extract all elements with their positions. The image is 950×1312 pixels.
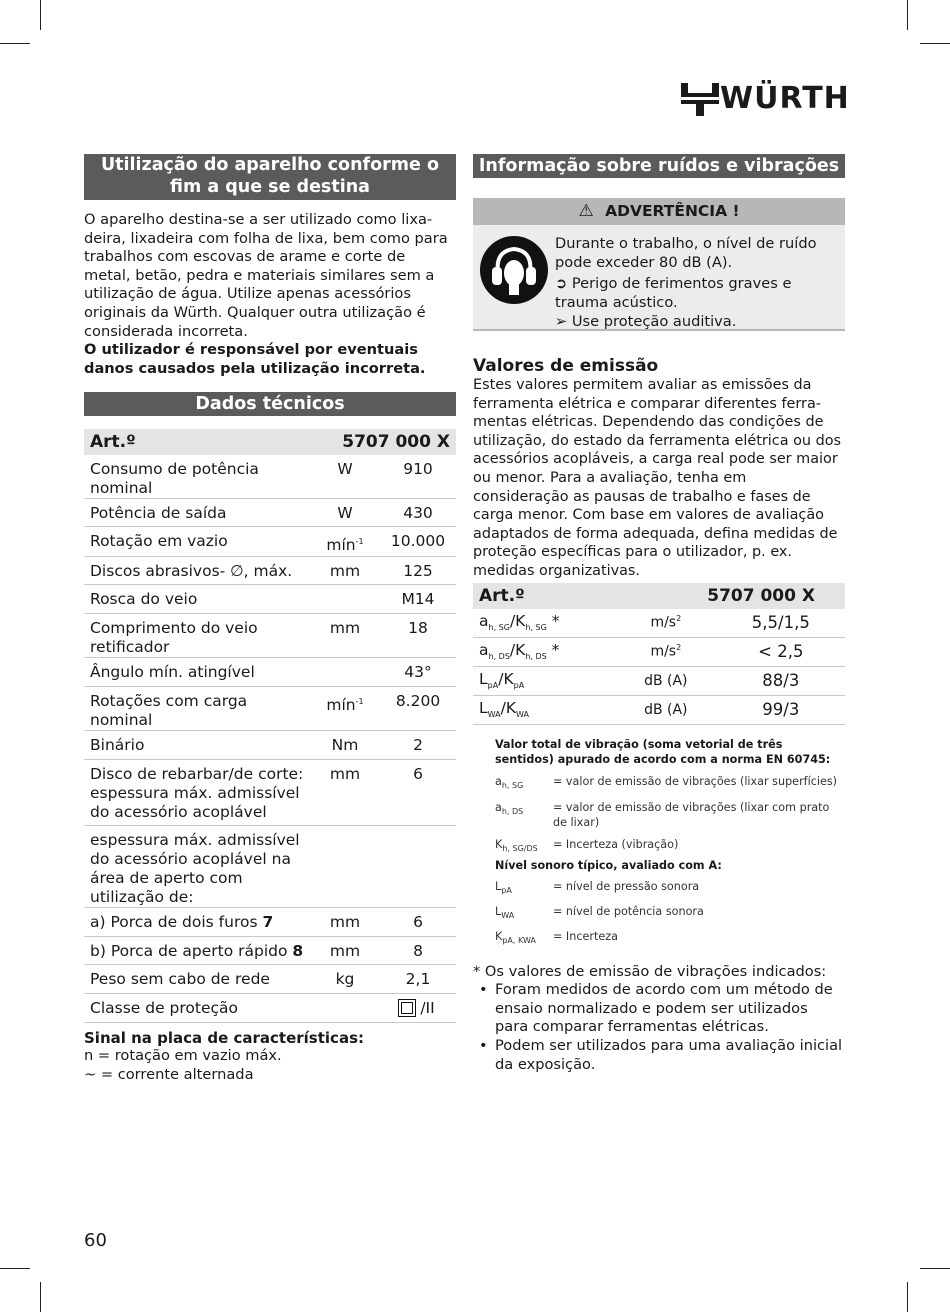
tech-unit: Nm (310, 730, 380, 759)
vib-title: Valor total de vibração (soma vetorial de três sentidos) apurado de acordo com a norma EN 60745: (495, 737, 831, 766)
tech-unit: mm (310, 759, 380, 825)
tech-value: 2,1 (380, 964, 456, 993)
list-item (473, 981, 845, 1037)
legend-desc: = valor de emissão de vibrações (lixar superfícies) (553, 774, 838, 788)
tech-unit: mm (310, 613, 380, 657)
tech-value: 8.200 (380, 686, 456, 730)
tech-label: Rotações com carga nominal (84, 686, 310, 730)
noise-title: Informação sobre ruídos e vibrações (473, 154, 845, 178)
warning-bullet (555, 312, 840, 331)
tech-label: Ângulo mín. atingível (84, 657, 310, 686)
right-column (473, 154, 845, 1074)
legend-row (495, 879, 845, 898)
tech-value: 18 (380, 613, 456, 657)
protection-class-icon (401, 1002, 413, 1014)
emission-table (473, 583, 845, 725)
table-header-row (84, 429, 456, 455)
crop-mark (40, 0, 41, 30)
emis-unit: dB (A) (615, 695, 717, 724)
tech-value: 8 (380, 936, 456, 964)
tech-unit (310, 993, 380, 1022)
legend-desc: = nível de pressão sonora (553, 880, 700, 893)
table-row (84, 455, 456, 499)
wurth-logo-icon (680, 80, 720, 118)
legend-desc: = valor de emissão de vibrações (lixar com prato de lixar) (553, 800, 830, 829)
warning-bullet-text: Perigo de ferimentos graves e trauma acústico. (555, 275, 792, 311)
emission-title: Valores de emissão (473, 356, 659, 376)
tech-value: 2 (380, 730, 456, 759)
tech-value: /II (380, 993, 456, 1022)
emis-value: 5,5/1,5 (717, 609, 845, 638)
tech-value: 910 (380, 455, 456, 499)
tech-value (380, 825, 456, 907)
footnote (473, 963, 845, 1075)
warning-label: ADVERTÊNCIA ! (605, 202, 740, 220)
legend-row (495, 904, 845, 923)
legend-symbol: $K_{h, SG/DS}$ (495, 837, 538, 853)
list-item-text: Foram medidos de acordo com um método de ensaio normalizado e podem ser utilizados para comparar ferramentas elétricas. (495, 981, 833, 1036)
table-header-row (473, 583, 845, 609)
emis-unit: dB (A) (615, 666, 717, 695)
warning-header (473, 198, 845, 225)
tech-unit: mín$^{-1}$ (310, 527, 380, 556)
table-row (84, 527, 456, 556)
usage-bold: O utilizador é responsável por eventuais danos causados pela utilização incorreta. (84, 341, 426, 377)
tech-header-label: Art.º (84, 429, 310, 455)
tech-value: 6 (380, 907, 456, 936)
tech-label: Discos abrasivos- ∅, máx. (84, 556, 310, 584)
emis-label: $L_{pA}/K_{pA}$ (473, 666, 615, 695)
crop-mark (920, 1268, 950, 1269)
legend-row (495, 929, 845, 948)
tech-label: Rotação em vazio (84, 527, 310, 556)
bullet-icon: • (479, 981, 488, 999)
warning-text: Durante o trabalho, o nível de ruído pode exceder 80 dB (A). (555, 235, 817, 271)
tech-label: Consumo de potência nominal (84, 455, 310, 499)
tech-label: Classe de proteção (84, 993, 310, 1022)
page-number: 60 (84, 1230, 107, 1251)
table-row (84, 556, 456, 584)
crop-mark (40, 1282, 41, 1312)
legend-row (495, 774, 845, 793)
table-row (473, 609, 845, 638)
table-row (84, 825, 456, 907)
tech-header-value: 5707 000 X (310, 429, 456, 455)
footnote-title: * Os valores de emissão de vibrações indicados: (473, 962, 827, 980)
table-row (473, 637, 845, 666)
tech-unit (310, 825, 380, 907)
noise-level-title: Nível sonoro típico, avaliado com A: (495, 859, 722, 872)
tech-label: Comprimento do veio retificador (84, 613, 310, 657)
legend-symbol: $a_{h, SG}$ (495, 774, 524, 790)
tech-value: 6 (380, 759, 456, 825)
emis-header-label: Art.º (473, 583, 615, 609)
tech-table (84, 429, 456, 1022)
usage-title: Utilização do aparelho conforme o fim a que se destina (84, 154, 456, 200)
emis-label: $a_{h, DS}/K_{h, DS}$ * (473, 637, 615, 666)
crop-mark (920, 43, 950, 44)
emis-value: 99/3 (717, 695, 845, 724)
tech-label: a) Porca de dois furos 7 (84, 907, 310, 936)
list-item (473, 1037, 845, 1074)
left-column (84, 154, 456, 1084)
sign-line: n = rotação em vazio máx. (84, 1047, 282, 1065)
tech-value: 10.000 (380, 527, 456, 556)
legend-row (495, 837, 845, 856)
legend-desc: = Incerteza (553, 930, 618, 944)
ear-protection-icon (479, 235, 549, 305)
tech-unit: W (310, 455, 380, 499)
tech-label: Peso sem cabo de rede (84, 964, 310, 993)
tech-unit: kg (310, 964, 380, 993)
emis-value: 88/3 (717, 666, 845, 695)
legend-symbol: $L_{WA}$ (495, 905, 515, 921)
crop-mark (0, 1268, 30, 1269)
emis-label: $L_{WA}/K_{WA}$ (473, 695, 615, 724)
tech-label: Binário (84, 730, 310, 759)
tech-label: b) Porca de aperto rápido 8 (84, 936, 310, 964)
legend-symbol: $a_{h, DS}$ (495, 800, 524, 816)
warning-bullet-text: Use proteção auditiva. (571, 313, 737, 330)
table-row (84, 730, 456, 759)
tech-value: 125 (380, 556, 456, 584)
tech-label: Potência de saída (84, 499, 310, 527)
table-row (473, 666, 845, 695)
arrowhead-icon: ➢ (555, 313, 568, 330)
tech-title: Dados técnicos (84, 392, 456, 416)
vibration-legend (473, 737, 845, 949)
crop-mark (907, 1282, 908, 1312)
table-row (84, 686, 456, 730)
table-row (84, 964, 456, 993)
tech-value: 430 (380, 499, 456, 527)
warning-bullet (555, 274, 840, 312)
emis-unit: $m/s^2$ (615, 637, 717, 666)
tech-value: 43° (380, 657, 456, 686)
warning-triangle-icon: ⚠ (578, 201, 594, 221)
tech-unit (310, 657, 380, 686)
tech-label: Rosca do veio (84, 584, 310, 613)
table-row (84, 993, 456, 1022)
sign-title: Sinal na placa de características: (84, 1028, 364, 1047)
list-item-text: Podem ser utilizados para uma avaliação inicial da exposição. (495, 1037, 843, 1073)
arrow-icon: ➲ (555, 275, 568, 292)
table-row (84, 584, 456, 613)
emission-text: Estes valores permitem avaliar as emissões da ferramenta elétrica e comparar diferentes ferra-mentas elétricas. Dependendo das condições de utilização, do estado da ferramenta elétrica ou dos acessórios acopláveis, a carga real pode ser maior ou menor. Para a avaliação, tenha em consideração as pausas de trabalho e fases de carga menor. Com base em valores de avaliação adaptados de forma adequada, defina medidas de proteção específicas para o utilizador, p. ex. medidas organizativas. (473, 377, 842, 579)
tech-unit: mm (310, 936, 380, 964)
tech-label: espessura máx. admissível do acessório acoplável na área de aperto com utilização de: (84, 825, 310, 907)
usage-text: O aparelho destina-se a ser utilizado como lixa-deira, lixadeira com folha de lixa, bem como para trabalhos com escovas de arame e corte de metal, betão, pedra e materiais similares sem a utilização de água. Utilize apenas acessórios originais da Würth. Qualquer outra utilização é considerada incorreta. (84, 211, 448, 340)
emis-label: $a_{h, SG}/K_{h, SG}$ * (473, 609, 615, 638)
table-row (84, 657, 456, 686)
table-row (473, 695, 845, 724)
table-row (84, 613, 456, 657)
tech-unit (310, 584, 380, 613)
legend-symbol: $L_{pA}$ (495, 880, 512, 896)
legend-desc: = Incerteza (vibração) (553, 837, 679, 851)
tech-unit: mm (310, 556, 380, 584)
legend-desc: = nível de potência sonora (553, 905, 704, 919)
tech-unit: mín$^{-1}$ (310, 686, 380, 730)
tech-unit: mm (310, 907, 380, 936)
crop-mark (0, 43, 30, 44)
table-row (84, 936, 456, 964)
table-row (84, 907, 456, 936)
tech-label: Disco de rebarbar/de corte: espessura máx. admissível do acessório acoplável (84, 759, 310, 825)
emis-unit: $m/s^2$ (615, 609, 717, 638)
table-row (84, 759, 456, 825)
brand-name: WÜRTH (720, 81, 850, 116)
emis-header-value: 5707 000 X (615, 583, 845, 609)
bullet-icon: • (479, 1037, 488, 1055)
legend-row (495, 800, 845, 830)
legend-symbol: $K_{pA, KWA}$ (495, 930, 536, 946)
tech-value: M14 (380, 584, 456, 613)
tech-unit: W (310, 499, 380, 527)
sign-line: ~ = corrente alternada (84, 1065, 254, 1083)
table-row (84, 499, 456, 527)
warning-box (473, 225, 845, 331)
crop-mark (907, 0, 908, 30)
emis-value: < 2,5 (717, 637, 845, 666)
